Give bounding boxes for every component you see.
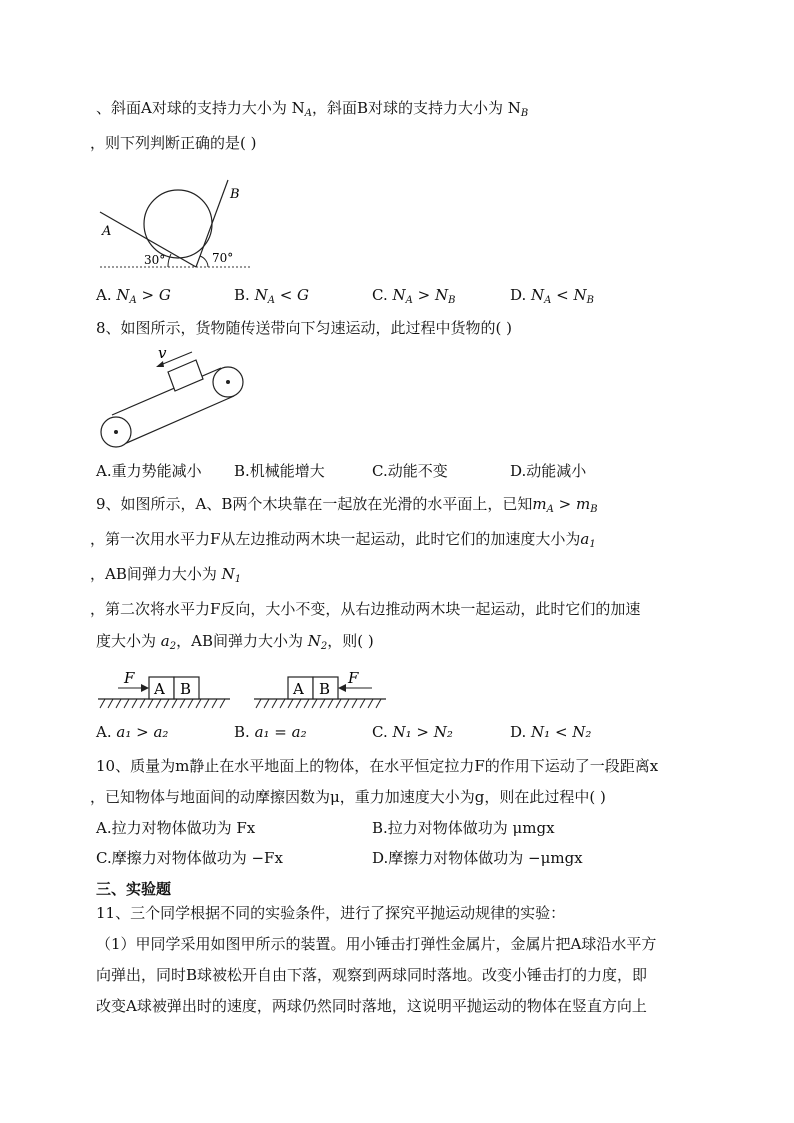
upper-pulley-axle [226,380,230,384]
q7-line1-sub-a: A [304,108,312,119]
q10-stem-line2: ，已知物体与地面间的动摩擦因数为μ，重力加速度大小为g，则在此过程中( ) [90,788,606,806]
belt-top-line [112,368,221,415]
q8-option-a[interactable]: A.重力势能减小 [96,462,202,480]
q7-opt-c-sub2: B [448,295,456,306]
q9-opt-b-label: B. [234,723,250,741]
q9-option-d[interactable] [510,722,591,742]
q9-opt-a-label: A. [96,723,112,741]
q7-opt-c-mid: > N [412,286,449,304]
section-title: 三、实验题 [96,880,172,898]
block-b-2-label: B [319,680,331,698]
q9-stem-line5 [96,631,374,657]
velocity-label: v [158,344,167,362]
q10-option-d[interactable]: D.摩擦力对物体做功为 −μmgx [372,849,583,867]
q9-line5-end: ，则( ) [327,632,374,650]
q9-line5-mid: ，AB间弹力大小为 [176,632,308,650]
q9-stem-line1 [96,494,598,520]
force-arrowhead-2 [338,684,346,692]
q9-line2-text: ，第一次用水平力F从左边推动两木块一起运动，此时它们的加速度大小为 [90,530,581,548]
q9-opt-c-label: C. [372,723,388,741]
q9-line2-sub: 1 [589,539,596,550]
q7-opt-c-sub: A [405,295,413,306]
slope-b-label: B [230,187,240,202]
q9-line1-sub-a: A [546,504,554,515]
q9-line5-n-sub: 2 [320,641,328,652]
force-label-1: F [124,669,135,687]
lower-pulley-axle [114,430,118,434]
q8-stem: 8、如图所示，货物随传送带向下匀速运动，此过程中货物的( ) [96,319,513,337]
q7-opt-a-rest: > G [136,286,171,304]
q9-line2-a: a [580,530,590,548]
q7-opt-a-sub: A [129,295,137,306]
q10-option-b[interactable]: B.拉力对物体做功为 μmgx [372,819,555,837]
q9-line1-text: 9、如图所示，A、B两个木块靠在一起放在光滑的水平面上，已知 [96,495,533,513]
angle-30-label: 30° [144,253,166,267]
q9-opt-d-label: D. [510,723,527,741]
angle-70-label: 70° [212,251,234,265]
q10-option-a[interactable]: A.拉力对物体做功为 Fx [96,819,256,837]
q9-figure-left-push [96,666,232,710]
q7-opt-a-label: A. [96,286,112,304]
q10-option-c[interactable]: C.摩擦力对物体做功为 −Fx [96,849,283,867]
q7-line1-text2: ，斜面B对球的支持力大小为 N [311,99,521,117]
q7-opt-d-sub2: B [586,295,594,306]
q9-line3-sub: 1 [234,574,242,585]
q11-line2: （1）甲同学采用如图甲所示的装置。用小锤击打弹性金属片，金属片把A球沿水平方 [96,935,657,953]
angle-30-arc [168,254,171,267]
q9-stem-line4: ，第二次将水平力F反向，大小不变，从右边推动两木块一起运动，此时它们的加速 [90,600,641,618]
q7-line1-text: 、斜面A对球的支持力大小为 N [96,99,305,117]
q9-stem-line3 [90,564,241,590]
q8-option-b[interactable]: B.机械能增大 [234,462,325,480]
q9-option-c[interactable] [372,722,453,742]
q7-opt-c-label: C. [372,286,388,304]
q9-line1-m: m [532,495,547,513]
q9-option-b[interactable] [234,722,307,742]
q9-line1-sub-b: B [590,504,598,515]
block-b-1-label: B [180,680,192,698]
q9-stem-line2 [90,529,596,555]
q11-line1: 11、三个同学根据不同的实验条件，进行了探究平抛运动规律的实验： [96,904,566,922]
q7-opt-d-mid: < N [551,286,587,304]
q7-stem-line1 [96,98,528,124]
q7-opt-d-sub: A [544,295,552,306]
q9-line3-text: ，AB间弹力大小为 [90,565,222,583]
q9-line3-n: N [221,565,235,583]
q7-opt-d-label: D. [510,286,527,304]
q9-line5-n: N [307,632,321,650]
q9-opt-b-expr: a₁ = a₂ [254,723,307,741]
angle-70-arc [200,256,208,267]
q7-line1-sub-b: B [520,108,529,119]
q9-figure-right-push [252,666,388,710]
force-arrowhead-1 [141,684,149,692]
q7-opt-a-n: N [116,286,130,304]
q11-line3: 向弹出，同时B球被松开自由下落，观察到两球同时落地。改变小锤击打的力度，即 [96,966,648,984]
q7-option-b[interactable] [234,285,309,311]
q7-stem-line2: ，则下列判断正确的是( ) [90,134,257,152]
q9-line5-a: a [160,632,170,650]
q7-figure-ball-slopes [96,178,256,273]
q8-option-c[interactable]: C.动能不变 [372,462,448,480]
ground-hatch-1 [100,699,225,708]
q7-option-c[interactable] [372,285,455,311]
slope-a-label: A [102,224,112,239]
ball-circle [144,190,212,258]
q7-opt-c-n: N [392,286,406,304]
block-a-1-label: A [154,680,165,698]
q7-option-d[interactable] [510,285,594,311]
q8-figure-conveyor [98,344,248,449]
q7-option-a[interactable] [96,285,171,311]
ground-hatch-2 [256,699,381,708]
cargo-box [168,360,203,391]
q7-opt-b-rest: < G [274,286,310,304]
q9-line1-gt: > m [553,495,591,513]
q7-opt-b-sub: A [267,295,275,306]
block-a-2-label: A [293,680,304,698]
q9-opt-d-expr: N₁ < N₂ [531,723,592,741]
q7-opt-d-n: N [531,286,545,304]
q7-opt-b-n: N [254,286,268,304]
q9-opt-a-expr: a₁ > a₂ [116,723,169,741]
q9-line5-pre: 度大小为 [96,632,161,650]
q10-stem-line1: 10、质量为m静止在水平地面上的物体，在水平恒定拉力F的作用下运动了一段距离x [96,757,659,775]
q9-line5-a-sub: 2 [169,641,177,652]
force-label-2: F [348,669,359,687]
q11-line4: 改变A球被弹出时的速度，两球仍然同时落地，这说明平抛运动的物体在竖直方向上 [96,997,647,1015]
q9-opt-c-expr: N₁ > N₂ [392,723,453,741]
q9-option-a[interactable] [96,722,168,742]
q8-option-d[interactable]: D.动能减小 [510,462,587,480]
q7-opt-b-label: B. [234,286,250,304]
